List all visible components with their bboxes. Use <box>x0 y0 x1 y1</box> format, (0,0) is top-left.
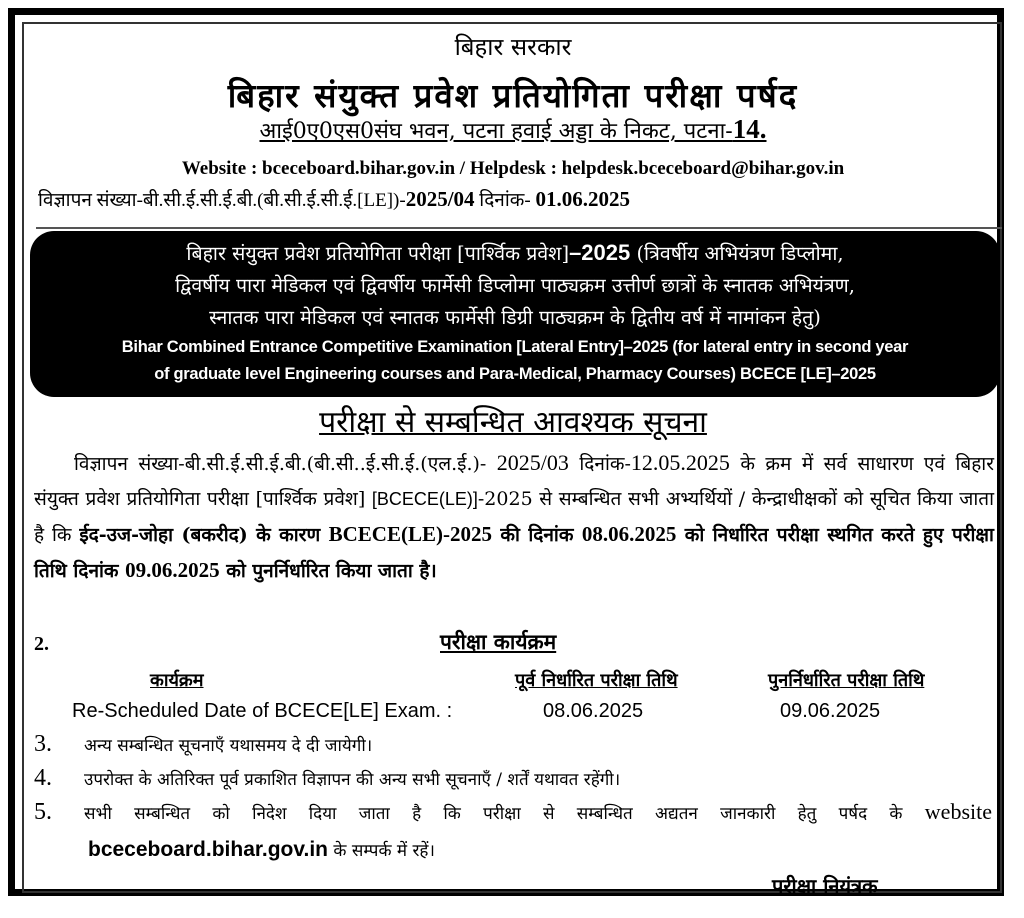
schedule-row-previous-date: 08.06.2025 <box>543 700 644 722</box>
column-header-programme: कार्यक्रम <box>150 670 204 691</box>
item-number: 5. <box>34 799 52 825</box>
advt-number: 2025/04 <box>405 187 475 211</box>
column-header-previous-date: पूर्व निर्धारित परीक्षा तिथि <box>515 670 678 691</box>
para-text: को पुनर्निर्धारित किया जाता है। <box>219 560 437 582</box>
item-2-number: 2. <box>34 633 49 655</box>
notice-title <box>24 400 1002 441</box>
notice-title-text: परीक्षा से सम्बन्धित आवश्यक सूचना <box>319 405 707 440</box>
ref-advt-date: 12.05.2025 <box>630 450 730 475</box>
address-text: आई0ए0एस0संघ भवन, पटना हवाई अड्डा के निकट, पटना- <box>259 119 733 144</box>
header-divider <box>36 227 1002 229</box>
banner-hindi-line-3: स्नातक पारा मेडिकल एवं स्नातक फार्मेसी डिग्री पाठ्यक्रम के द्वितीय वर्ष में नामांकन हेतु) <box>209 306 821 329</box>
banner-english-line-1: Bihar Combined Entrance Competitive Examination [Lateral Entry]–2025 (for lateral entry in second year <box>121 338 909 356</box>
para-text: की दिनांक <box>491 524 582 546</box>
para-text: के क्रम में सर्व साधारण एवं बिहार संयुक्त प्रवेश प्रतियोगिता परीक्षा [पार्श्विक प्रवेश] <box>34 453 994 510</box>
para-text: दिनांक- <box>568 453 631 475</box>
new-exam-date: 09.06.2025 <box>125 558 220 582</box>
notice-item-3 <box>34 731 994 758</box>
item-text-body: सभी सम्बन्धित को निदेश दिया जाता है कि परीक्षा से सम्बन्धित अद्यतन जानकारी हेतु पर्षद के <box>84 804 903 824</box>
column-header-rescheduled-date: पुनर्निर्धारित परीक्षा तिथि <box>768 670 925 691</box>
board-name: बिहार संयुक्त प्रवेश प्रतियोगिता परीक्षा पर्षद <box>227 76 799 115</box>
advt-prefix: विज्ञापन संख्या-बी.सी.ई.सी.ई.बी.(बी.सी.ई.सी.ई.[LE])- <box>38 190 406 211</box>
board-address <box>24 114 1002 145</box>
item-text <box>84 799 992 825</box>
schedule-row-programme: Re-Scheduled Date of BCECE[LE] Exam. : <box>72 700 453 722</box>
para-text: -2025 से सम्बन्धित सभी अभ्यर्थियों / केन्द्राधीक्षकों को सूचित किया जाता है कि <box>34 488 994 546</box>
notice-item-4 <box>34 765 994 792</box>
website-link[interactable]: bceceboard.bihar.gov.in <box>88 838 329 861</box>
item-number: 4. <box>34 765 52 791</box>
banner-english-line-2: of graduate level Engineering courses and Para-Medical, Pharmacy Courses) BCECE [LE]–2025 <box>154 365 876 383</box>
postponement-reason: ईद-उज-जोहा (बकरीद) के कारण <box>79 524 329 546</box>
exam-code: [BCECE(LE)] <box>371 489 478 509</box>
original-exam-date: 08.06.2025 <box>581 522 677 546</box>
notice-item-5 <box>34 799 994 826</box>
para-text: विज्ञापन संख्या-बी.सी.ई.सी.ई.बी.(बी.सी..ई.सी.ई.(एल.ई.)- <box>74 453 497 475</box>
website-word: website <box>902 799 993 824</box>
advertisement-number-line <box>38 186 1002 212</box>
banner-year: –2025 <box>569 240 631 265</box>
exam-title-banner <box>30 231 1000 397</box>
banner-hindi-line-1 <box>30 237 1000 270</box>
item-number: 3. <box>34 731 52 757</box>
ref-advt-number: 2025/03 <box>496 450 569 475</box>
notice-item-5-continued <box>88 838 1024 862</box>
item-text: अन्य सम्बन्धित सूचनाएँ यथासमय दे दी जायेगी। <box>84 736 373 756</box>
website-helpdesk-line: Website : bceceboard.bihar.gov.in / Helpdesk : helpdesk.bceceboard@bihar.gov.in <box>181 158 845 179</box>
advt-date: 01.06.2025 <box>535 187 630 211</box>
banner-hindi-line-2: द्विवर्षीय पारा मेडिकल एवं द्विवर्षीय फार्मेसी डिप्लोमा पाठ्यक्रम उत्तीर्ण छात्रों के स्नातक अभियंत्रण, <box>175 274 855 297</box>
para-text: को निर्धारित परीक्षा स्थगित करते हुए परीक्षा तिथि दिनांक <box>34 524 994 582</box>
signatory-exam-controller: परीक्षा नियंत्रक <box>772 874 878 898</box>
item-text: के सम्पर्क में रहें। <box>328 841 435 861</box>
government-name: बिहार सरकार <box>454 33 572 61</box>
exam-name: BCECE(LE)-2025 <box>328 522 492 546</box>
exam-schedule-title: परीक्षा कार्यक्रम <box>440 629 557 654</box>
banner-hindi-text: बिहार संयुक्त प्रवेश प्रतियोगिता परीक्षा [पार्श्विक प्रवेश] <box>186 242 570 265</box>
banner-hindi-text: (त्रिवर्षीय अभियंत्रण डिप्लोमा, <box>630 242 844 265</box>
advt-date-label: दिनांक- <box>474 190 536 211</box>
schedule-row-rescheduled-date: 09.06.2025 <box>780 700 881 722</box>
notice-paragraph-1 <box>34 445 994 589</box>
item-text: उपरोक्त के अतिरिक्त पूर्व प्रकाशित विज्ञापन की अन्य सभी सूचनाएँ / शर्तें यथावत रहेंगी। <box>84 770 621 790</box>
address-pin: 14. <box>732 114 767 144</box>
